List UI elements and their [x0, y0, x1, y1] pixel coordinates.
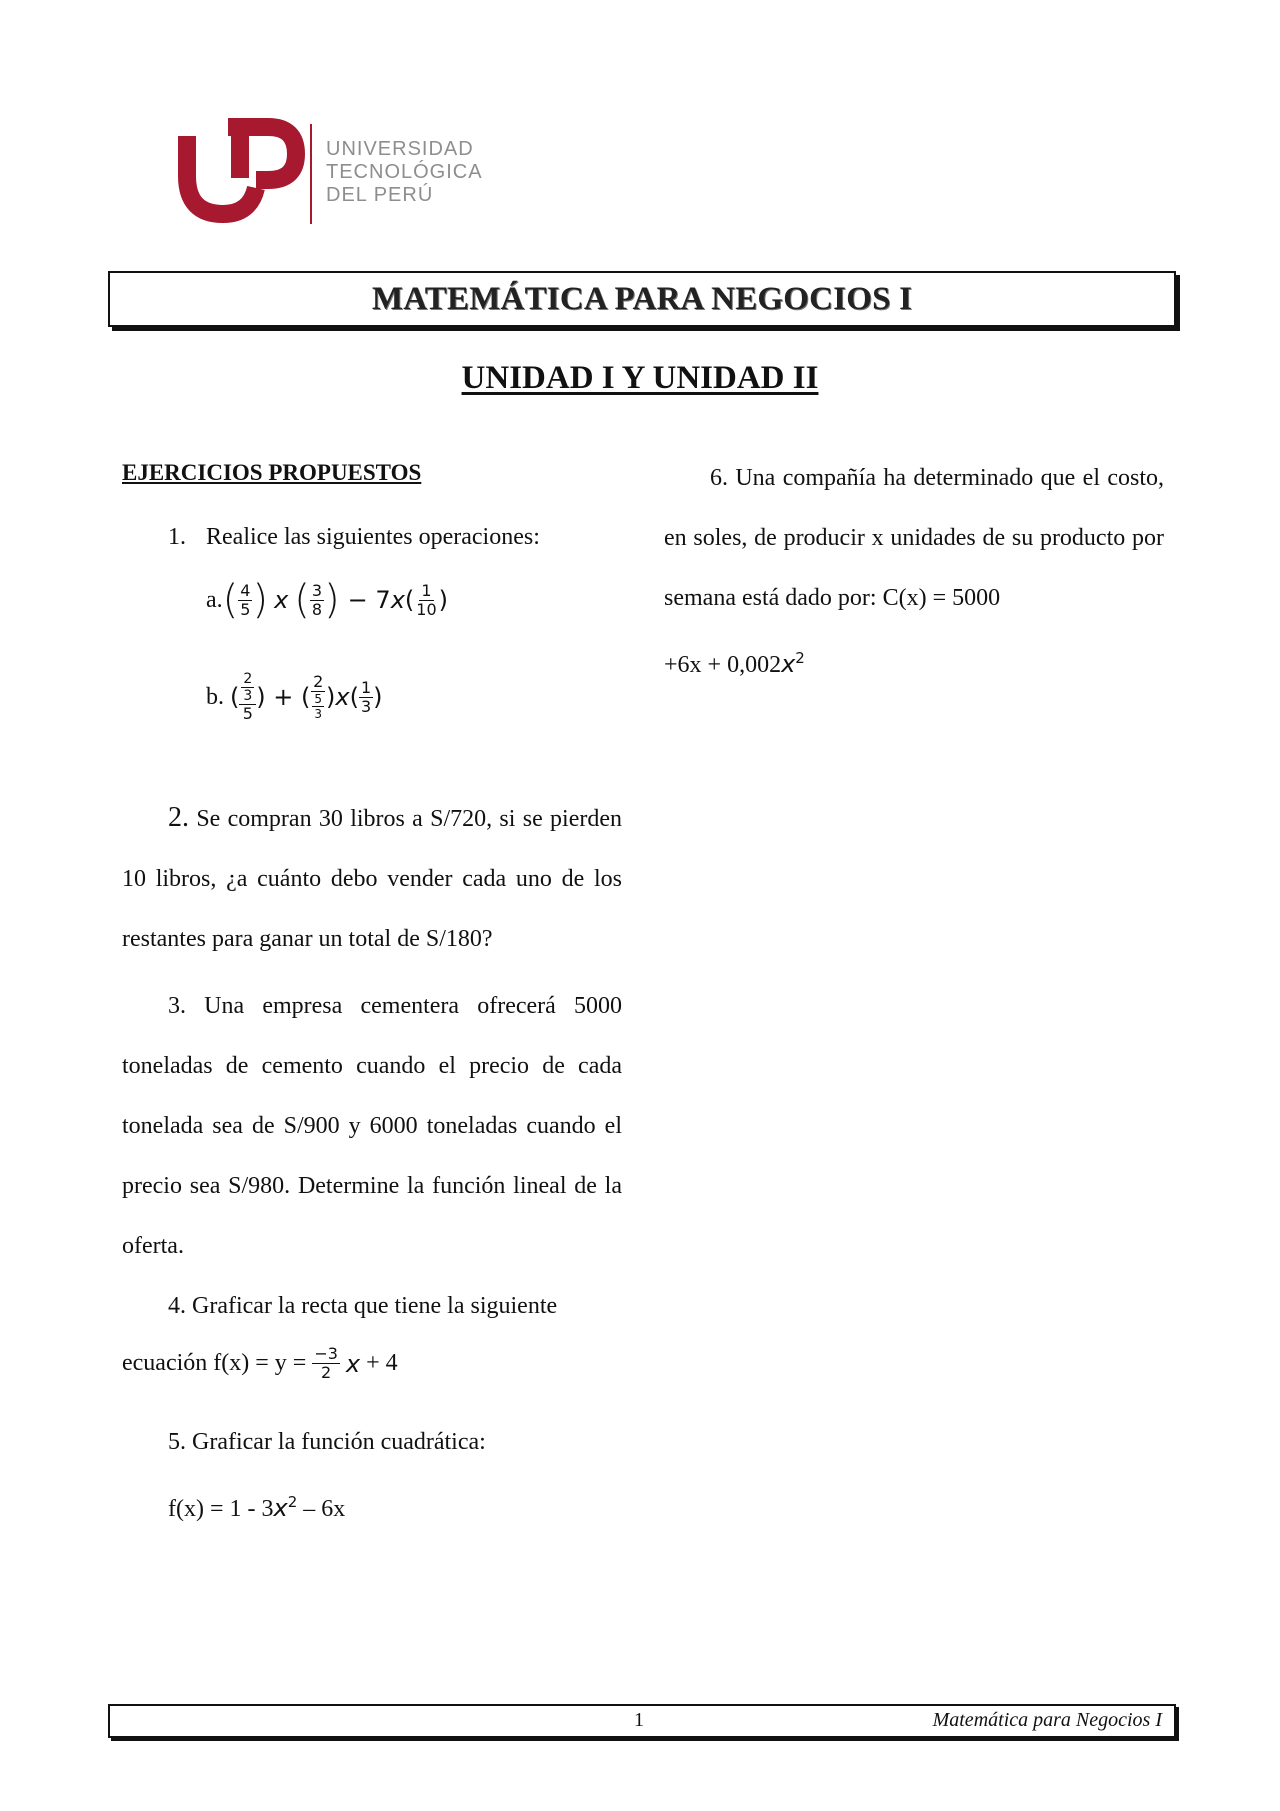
exercise-1-number: 1. — [168, 524, 186, 550]
unit-title: UNIDAD I Y UNIDAD II — [461, 360, 819, 396]
university-logo — [178, 118, 518, 228]
exercise-1-text: Realice las siguientes operaciones: — [206, 524, 540, 550]
exercise-4-text: 4. Graficar la recta que tiene la siguiente — [168, 1293, 558, 1319]
exercise-6-equation: $+6x + 0,002x^2$ — [664, 649, 805, 678]
logo-wordmark — [326, 138, 483, 207]
exercise-1a: a. ( $\frac{4}{5}$ ) x ( $\frac{3}{8}$ ) − 7 x ( $\frac{1}{10}$ ) — [206, 577, 448, 623]
section-title: EJERCICIOS PROPUESTOS — [122, 460, 422, 485]
exercise-1a-label: a. — [206, 586, 223, 613]
exercise-2-text: Se compran 30 libros a S/720, si se pierden 10 libros, ¿a cuánto debo vender cada uno de los restantes para ganar un total de S/180? — [122, 806, 623, 952]
exercise-3: 3. Una empresa cementera ofrecerá 5000 toneladas de cemento cuando el precio de cada tonelada sea de S/900 y 6000 toneladas cuando el precio sea S/980. Determine la función lineal de la oferta. — [122, 993, 622, 1259]
logo-divider — [310, 124, 312, 224]
logo-line-3: DEL PERÚ — [326, 184, 434, 206]
page-number: 1 — [634, 1709, 644, 1731]
logo-line-2: TECNOLÓGICA — [326, 161, 483, 183]
course-title-box — [108, 271, 1176, 327]
footer-title: Matemática para Negocios I — [932, 1709, 1162, 1731]
exercise-4-eq-suffix: + 4 — [366, 1350, 398, 1376]
exercise-4-equation: ecuación f(x) = y = $\frac{-3}{2}$ x + 4 — [122, 1344, 398, 1382]
exercise-2 — [122, 788, 622, 969]
exercise-5-eq-a: f(x) = 1 - 3 — [168, 1496, 274, 1522]
exercise-1b: b. ( $\frac{\frac{2}{3}}{5}$ ) + ( $\frac{2}{\frac{5}{3}}$ ) x ( $\frac{1}{3}$ ) — [206, 671, 383, 723]
course-title: MATEMÁTICA PARA NEGOCIOS I — [371, 280, 913, 317]
exercise-5-equation: $f(x) = 1 - 3x^2 - 6x$ — [168, 1493, 346, 1522]
exercise-1b-label: b. — [206, 683, 224, 710]
utp-logo-mark-icon — [178, 118, 308, 228]
exercise-2-number: 2. — [168, 802, 189, 833]
exercise-4-eq-prefix: ecuación f(x) = y = — [122, 1350, 307, 1376]
exercise-6-eq: +6x + 0,002 — [664, 652, 782, 678]
exercise-6-text: 6. Una compañía ha determinado que el costo, en soles, de producir x unidades de su producto por semana está dado por: C(x) = 5000 — [664, 465, 1164, 611]
logo-line-1: UNIVERSIDAD — [326, 138, 474, 160]
exercise-1 — [168, 507, 540, 567]
exercise-5-eq-b: – 6x — [303, 1496, 346, 1522]
exercise-5-text: 5. Graficar la función cuadrática: — [168, 1429, 486, 1455]
page-footer — [108, 1704, 1176, 1738]
